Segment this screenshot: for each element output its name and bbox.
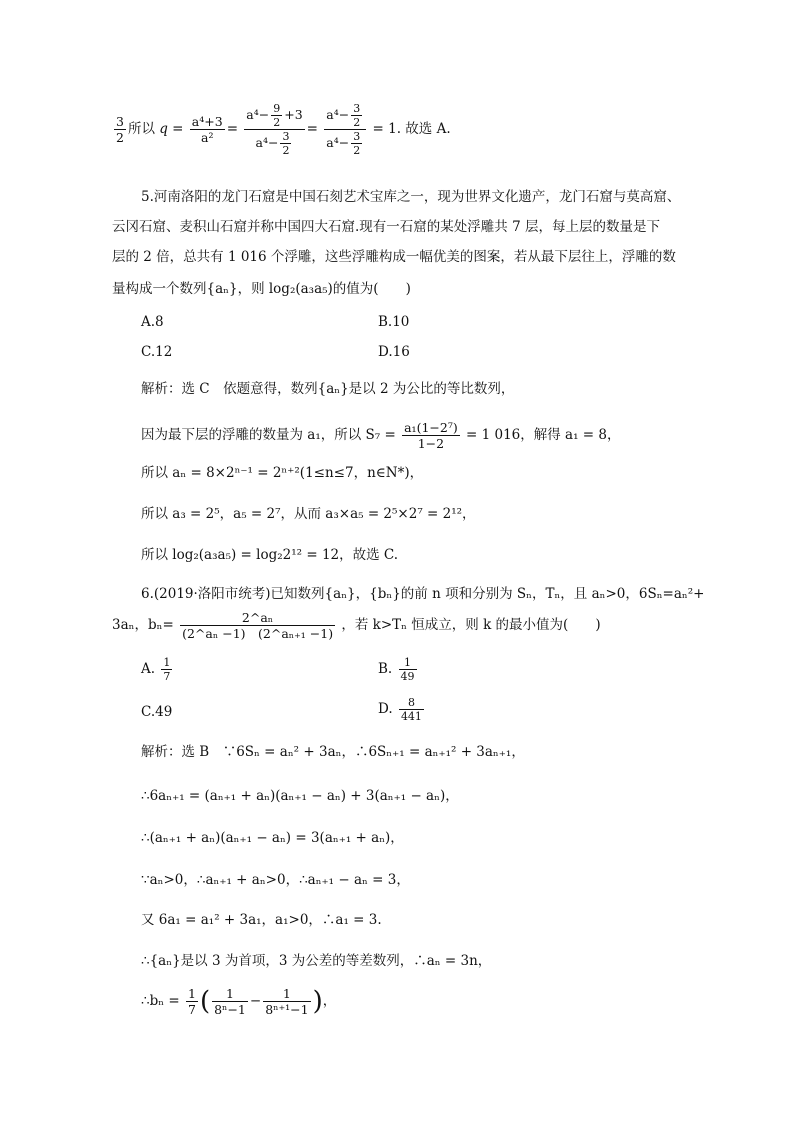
fraction-q-2: a⁴− $\frac{9}{2}$ +3 a⁴− $\frac{3}{2}$ [246,102,303,157]
q6-solution-line-3: ∴(aₙ₊₁ + aₙ)(aₙ₊₁ − aₙ) = 3(aₙ₊₁ + aₙ)， [141,830,404,846]
q6-option-c: C.49 [141,704,173,720]
q5-solution-line-4: 所以 a₃ = 2⁵，a₅ = 2⁷，从而 a₃×a₅ = 2⁵×2⁷ = 2¹²， [141,506,476,522]
q5-option-d: D.16 [378,344,410,360]
q6-option-d: D. $\frac{8}{441}$ [378,696,422,723]
fraction-s7: $\frac{\text{a₁(1−2⁷)}}{1-2}$ [404,420,458,451]
q5-stem-line-2: 云冈石窟、麦积山石窟并称中国四大石窟.现有一石窟的某处浮雕共 7 层，每上层的数量是下 [112,219,660,235]
fraction-q-3: a⁴− $\frac{3}{2}$ a⁴− $\frac{3}{2}$ [324,102,366,157]
q5-solution-line-3: 所以 aₙ = 8×2ⁿ⁻¹ = 2ⁿ⁺²(1≤n≤7，n∈N*)， [141,465,424,481]
q5-option-b: B.10 [378,314,410,330]
q5-solution-line-1: 解析：选 C 依题意得，数列{aₙ}是以 2 为公比的等比数列， [141,381,515,397]
q6-solution-line-1: 解析：选 B ∵6Sₙ = aₙ² + 3aₙ，∴6Sₙ₊₁ = aₙ₊₁² + 3aₙ₊₁， [141,744,525,760]
q6-solution-line-4: ∵aₙ>0，∴aₙ₊₁ + aₙ>0，∴aₙ₊₁ − aₙ = 3， [141,872,410,888]
q6-solution-line-2: ∴6aₙ₊₁ = (aₙ₊₁ + aₙ)(aₙ₊₁ − aₙ) + 3(aₙ₊₁ − aₙ)， [141,788,459,804]
q6-solution-line-7: ∴bₙ = $\frac{1}{7}$ ( $\frac{1}{\text{8ⁿ−1}}$ − $\frac{1}{\text{8ⁿ⁺¹−1}}$ )， [141,986,337,1017]
q5-stem-line-3: 层的 2 倍，总共有 1 016 个浮雕，这些浮雕构成一幅优美的图案，若从最下层往上，浮雕的数 [112,249,676,265]
q5-stem-line-1: 5.河南洛阳的龙门石窟是中国石刻艺术宝库之一，现为世界文化遗产，龙门石窟与莫高窟、 [141,189,681,205]
q5-stem-line-4: 量构成一个数列{aₙ}，则 log₂(a₃a₅)的值为( ) [112,281,411,297]
q6-stem-line-2: 3aₙ，bₙ= $\frac{\text{2\textasciicircum{}aₙ}}{\text{(2\textasciicircum{}aₙ −1) (2\textasciicircum{}aₙ₊₁ −1)}}$ ，若 k>Tₙ 恒成立，则 k 的最小值为( ) [112,610,601,641]
fraction-q-1: $\frac{\text{a⁴+3}}{\text{a²}}$ [191,114,223,145]
q6-solution-line-6: ∴{aₙ}是以 3 为首项，3 为公差的等差数列，∴aₙ = 3n， [141,953,492,969]
q6-stem-line-1: 6.(2019·洛阳市统考)已知数列{aₙ}，{bₙ}的前 n 项和分别为 Sₙ，Tₙ，且 aₙ>0，6Sₙ=aₙ²+ [141,586,705,602]
top-equation: $\frac{3}{2}$ 所以 q = $\frac{\text{a⁴+3}}{\text{a²}}$ = a⁴− $\frac{9}{2}$ +3 a⁴− $\frac{3}{2}$ = a⁴− $\frac{3}{2}$ a⁴− $\frac{3}{2}$ = 1. 故选 A. [116,102,451,157]
q5-option-c: C.12 [141,344,173,360]
q6-option-b: B. $\frac{1}{49}$ [378,656,415,683]
q5-solution-line-2: 因为最下层的浮雕的数量为 a₁，所以 S₇ = $\frac{\text{a₁(1−2⁷)}}{1-2}$ = 1 016，解得 a₁ = 8， [141,420,621,451]
fraction-three-halves: $\frac{3}{2}$ [116,114,124,145]
q6-option-a: A. $\frac{1}{7}$ [141,656,171,683]
q5-option-a: A.8 [141,314,164,330]
q6-solution-line-5: 又 6a₁ = a₁² + 3a₁，a₁>0，∴a₁ = 3. [141,912,382,928]
q5-solution-line-5: 所以 log₂(a₃a₅) = log₂2¹² = 12，故选 C. [141,547,399,563]
fraction-bn: $\frac{\text{2\textasciicircum{}aₙ}}{\text{(2\textasciicircum{}aₙ −1) (2\textasciicircum{}aₙ₊₁ −1)}}$ [182,610,334,641]
